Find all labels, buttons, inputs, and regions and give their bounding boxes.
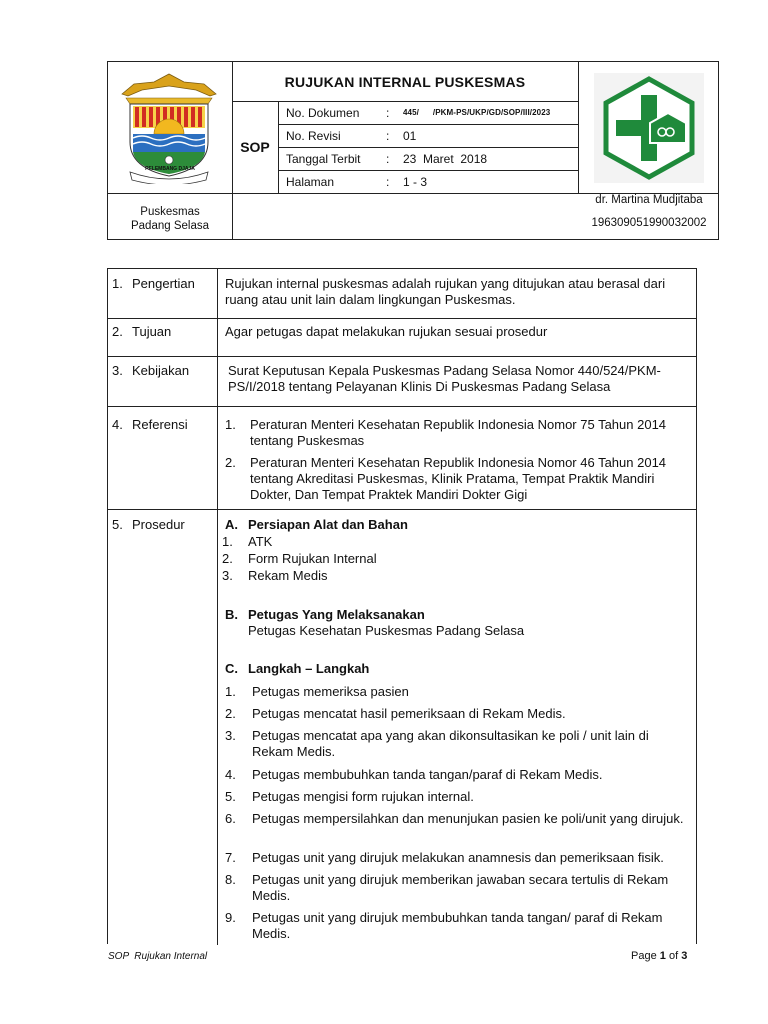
divider — [108, 509, 697, 510]
section-number: 2. — [112, 324, 123, 339]
list-item — [222, 551, 377, 566]
pengertian-text: Rujukan internal puskesmas adalah rujukan yang ditujukan atau berasal dari ruang atau unit lain dalam lingkungan Puskesmas. — [225, 276, 666, 307]
meta-label: Tanggal Terbit — [286, 152, 361, 166]
sop-label: SOP — [240, 139, 270, 155]
step-text: Petugas mencatat hasil pemeriksaan di Rekam Medis. — [252, 706, 566, 721]
emblem-caption: PELEMBANG DJAJA — [145, 166, 195, 172]
subsection-letter: B. — [225, 607, 238, 622]
section-number: 4. — [112, 417, 123, 432]
puskesmas-name — [108, 193, 232, 241]
step-text: Petugas membubuhkan tanda tangan/paraf di Rekam Medis. — [252, 767, 603, 782]
meta-value: 23 Maret 2018 — [403, 152, 488, 166]
section-title: Pengertian — [132, 276, 195, 291]
page-word: Page — [631, 950, 657, 962]
list-item — [222, 568, 327, 583]
step-number: 8. — [225, 872, 236, 887]
meta-row-no-dokumen — [278, 101, 578, 124]
item-number: 3. — [222, 568, 233, 583]
section-number: 3. — [112, 363, 123, 378]
step-text: Petugas mengisi form rujukan internal. — [252, 789, 474, 804]
section-label-prosedur — [112, 517, 185, 532]
step-number: 1. — [225, 684, 236, 699]
section-number: 1. — [112, 276, 123, 291]
meta-label: No. Dokumen — [286, 106, 360, 120]
item-number: 2. — [222, 551, 233, 566]
step-text: Petugas unit yang dirujuk membubuhkan tanda tangan/ paraf di Rekam Medis. — [252, 910, 663, 941]
signer-nip: 196309051990032002 — [591, 217, 707, 229]
divider — [108, 318, 697, 319]
tujuan-text: Agar petugas dapat melakukan rujukan sesuai prosedur — [225, 324, 548, 339]
step-number: 5. — [225, 789, 236, 804]
item-text: Rekam Medis — [248, 568, 328, 583]
section-title: Prosedur — [132, 517, 185, 532]
divider — [578, 62, 579, 193]
sop-header-table — [107, 61, 719, 240]
item-text: Form Rujukan Internal — [248, 551, 377, 566]
step-number: 6. — [225, 811, 236, 826]
step-number: 7. — [225, 850, 236, 865]
subsection-title: Langkah – Langkah — [248, 661, 370, 676]
meta-row-tanggal-terbit — [278, 147, 578, 170]
step-text: Petugas mempersilahkan dan menunjukan pasien ke poli/unit yang dirujuk. — [252, 811, 684, 826]
step-number: 2. — [225, 706, 236, 721]
document-title: RUJUKAN INTERNAL PUSKESMAS — [284, 73, 526, 90]
meta-row-halaman — [278, 170, 578, 193]
item-number: 1. — [222, 534, 233, 549]
section-title: Kebijakan — [132, 363, 190, 378]
step-number: 9. — [225, 910, 236, 925]
step-text: Petugas unit yang dirujuk memberikan jawaban secara tertulis di Rekam Medis. — [252, 872, 669, 903]
kebijakan-text: Surat Keputusan Kepala Puskesmas Padang Selasa Nomor 440/524/PKM-PS/I/2018 tentang Pelayanan Klinis Di Puskesmas Padang Selasa — [228, 363, 661, 394]
section-label-tujuan — [112, 324, 171, 339]
item-number: 1. — [225, 417, 236, 432]
footer-document-name: SOP Rujukan Internal — [108, 951, 208, 962]
subsection-c-heading — [225, 661, 369, 676]
list-item — [222, 534, 272, 549]
meta-label: Halaman — [286, 175, 335, 189]
meta-colon: : — [386, 152, 390, 166]
section-number: 5. — [112, 517, 123, 532]
puskesmas-line: Puskesmas — [140, 206, 200, 218]
page-total: 3 — [681, 950, 688, 962]
meta-value: 1 - 3 — [403, 175, 428, 189]
puskesmas-line: Padang Selasa — [130, 220, 209, 232]
meta-row-no-revisi — [278, 124, 578, 147]
meta-value: 445/ /PKM-PS/UKP/GD/SOP/III/2023 — [403, 108, 551, 117]
item-text: Peraturan Menteri Kesehatan Republik Indonesia Nomor 46 Tahun 2014 tentang Akreditasi Puskesmas, Klinik Pratama, Tempat Praktik Mandiri Dokter, Dan Tempat Praktek Mandiri Dokter Gigi — [250, 455, 667, 502]
subsection-b-heading — [225, 607, 425, 622]
meta-colon: : — [386, 129, 390, 143]
subsection-letter: C. — [225, 661, 238, 676]
divider — [108, 406, 697, 407]
of-word: of — [668, 950, 679, 962]
sop-content-table — [107, 268, 697, 944]
subsection-title: Petugas Yang Melaksanakan — [248, 607, 425, 622]
section-label-kebijakan — [112, 363, 189, 378]
subsection-letter: A. — [225, 517, 238, 532]
puskesmas-logo — [594, 73, 704, 183]
step-number: 3. — [225, 728, 236, 743]
subsection-a-heading — [225, 517, 408, 532]
section-title: Referensi — [132, 417, 188, 432]
signer-name: dr. Martina Mudjitaba — [595, 194, 703, 206]
divider — [108, 356, 697, 357]
section-label-pengertian — [112, 276, 195, 291]
item-text: Peraturan Menteri Kesehatan Republik Indonesia Nomor 75 Tahun 2014 tentang Puskesmas — [250, 417, 667, 448]
divider — [217, 269, 218, 945]
page-number — [631, 950, 687, 962]
section-label-referensi — [112, 417, 188, 432]
meta-value: 01 — [403, 129, 417, 143]
section-title: Tujuan — [132, 324, 172, 339]
meta-colon: : — [386, 175, 390, 189]
petugas-text: Petugas Kesehatan Puskesmas Padang Selasa — [248, 623, 525, 638]
meta-colon: : — [386, 106, 390, 120]
step-text: Petugas memeriksa pasien — [252, 684, 409, 699]
step-number: 4. — [225, 767, 236, 782]
meta-label: No. Revisi — [286, 129, 341, 143]
subsection-title: Persiapan Alat dan Bahan — [248, 517, 408, 532]
item-text: ATK — [248, 534, 273, 549]
page-current: 1 — [659, 950, 666, 962]
step-text: Petugas unit yang dirujuk melakukan anamnesis dan pemeriksaan fisik. — [252, 850, 664, 865]
step-text: Petugas mencatat apa yang akan dikonsultasikan ke poli / unit lain di Rekam Medis. — [252, 728, 649, 759]
item-number: 2. — [225, 455, 236, 470]
